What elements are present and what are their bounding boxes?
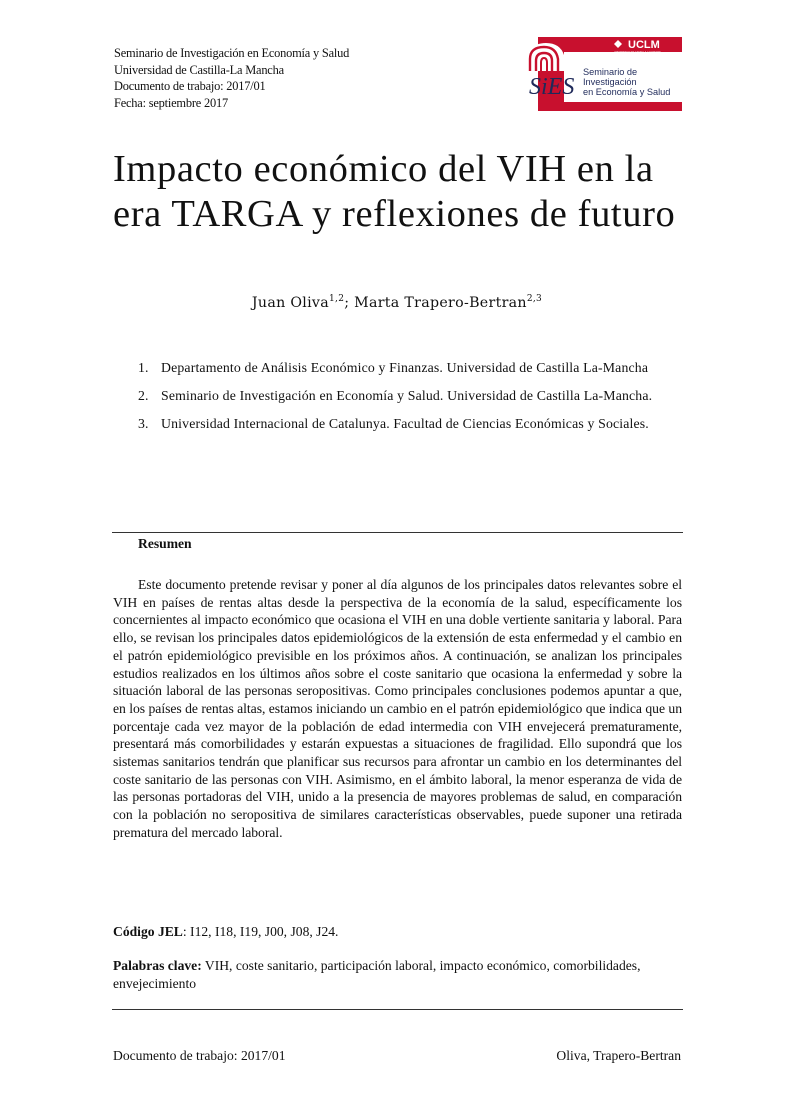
author-trapero-bertran: Marta Trapero-Bertran xyxy=(354,295,527,311)
abstract-text: Este documento pretende revisar y poner al día algunos de los principales datos relevantes sobre el VIH en países de rentas altas desde la perspectiva de la economía de la salud, específicamente los concernientes al impacto económico que ocasiona el VIH en una doble vertiente sanitaria y laboral. Para ello, se revisan los principales datos epidemiológicos de la extensión de esta enfermedad y el cambio en el patrón epidemiológico previsible en los próximos años. A continuación, se analizan los principales estudios realizados en los últimos años sobre el coste sanitario que ocasiona la enfermedad y sobre la situación laboral de las personas seropositivas. Como principales conclusiones podemos apuntar a que, en los países de rentas altas, estamos iniciando un cambio en el patrón epidemiológico que indica que un porcentaje cada vez mayor de la población de edad intermedia con VIH envejecerá prematuramente, presentará más comorbilidades y estarán expuestas a situaciones de fragilidad. Ello supondrá que los sistemas sanitarios tendrán que planificar sus recursos para afrontar un cambio en los determinantes del coste sanitario de las personas con VIH. Asimismo, en el ámbito laboral, la menor esperanza de vida de las personas portadoras del VIH, unido a la presencia de mayores problemas de salud, en comparación con la población no seropositiva de similares características observables, puede suponer una retirada prematura del mercado laboral. xyxy=(113,577,682,840)
logo-line-3: en Economía y Salud xyxy=(583,87,671,97)
divider-bottom xyxy=(112,1009,683,1010)
divider-top xyxy=(112,532,683,533)
author-oliva-affiliation: 1,2 xyxy=(329,294,345,304)
affiliations-list xyxy=(138,358,683,442)
sies-uclm-logo xyxy=(520,37,682,111)
authors xyxy=(0,295,794,311)
logo-uclm: UCLM xyxy=(628,39,660,51)
affiliation-item xyxy=(138,386,683,406)
header-info xyxy=(114,45,349,111)
keywords xyxy=(113,957,682,992)
affiliation-text: Departamento de Análisis Económico y Finanzas. Universidad de Castilla La-Mancha xyxy=(161,360,649,375)
logo-line-2: Investigación xyxy=(583,77,637,87)
affiliation-text: Seminario de Investigación en Economía y Salud. Universidad de Castilla La-Mancha. xyxy=(161,388,653,403)
jel-codes xyxy=(113,923,682,941)
author-oliva: Juan Oliva xyxy=(251,295,330,311)
affiliation-item xyxy=(138,358,683,378)
paper-title: Impacto económico del VIH en la era TARGA y reflexiones de futuro xyxy=(113,148,676,235)
jel-label: Código JEL xyxy=(113,924,183,939)
affiliation-number: 2. xyxy=(138,388,149,403)
header-line-university: Universidad de Castilla-La Mancha xyxy=(114,62,284,77)
jel-value: : I12, I18, I19, J00, J08, J24. xyxy=(182,924,339,939)
keywords-label: Palabras clave: xyxy=(113,958,202,973)
logo-uclm-subtitle: UNIVERSIDAD DE CASTILLA-LA MANCHA xyxy=(614,51,661,54)
keywords-value: VIH, coste sanitario, participación laboral, impacto económico, comorbilidades, envejecimiento xyxy=(113,958,641,991)
affiliation-number: 3. xyxy=(138,416,149,431)
affiliation-number: 1. xyxy=(138,360,149,375)
author-trapero-bertran-affiliation: 2,3 xyxy=(526,294,543,304)
footer-working-paper: Documento de trabajo: 2017/01 xyxy=(113,1048,286,1063)
footer-authors: Oliva, Trapero-Bertran xyxy=(556,1048,681,1063)
header-line-seminar: Seminario de Investigación en Economía y Salud xyxy=(114,46,350,60)
logo-line-1: Seminario de xyxy=(583,67,638,77)
summary-heading: Resumen xyxy=(138,536,192,551)
affiliation-item xyxy=(138,414,683,434)
header-line-working-paper: Documento de trabajo: 2017/01 xyxy=(114,79,266,94)
author-separator: ; xyxy=(344,295,350,311)
header-line-date: Fecha: septiembre 2017 xyxy=(114,95,228,110)
affiliation-text: Universidad Internacional de Catalunya. Facultad de Ciencias Económicas y Sociales. xyxy=(161,416,649,431)
logo-sies: SiES xyxy=(529,74,575,100)
